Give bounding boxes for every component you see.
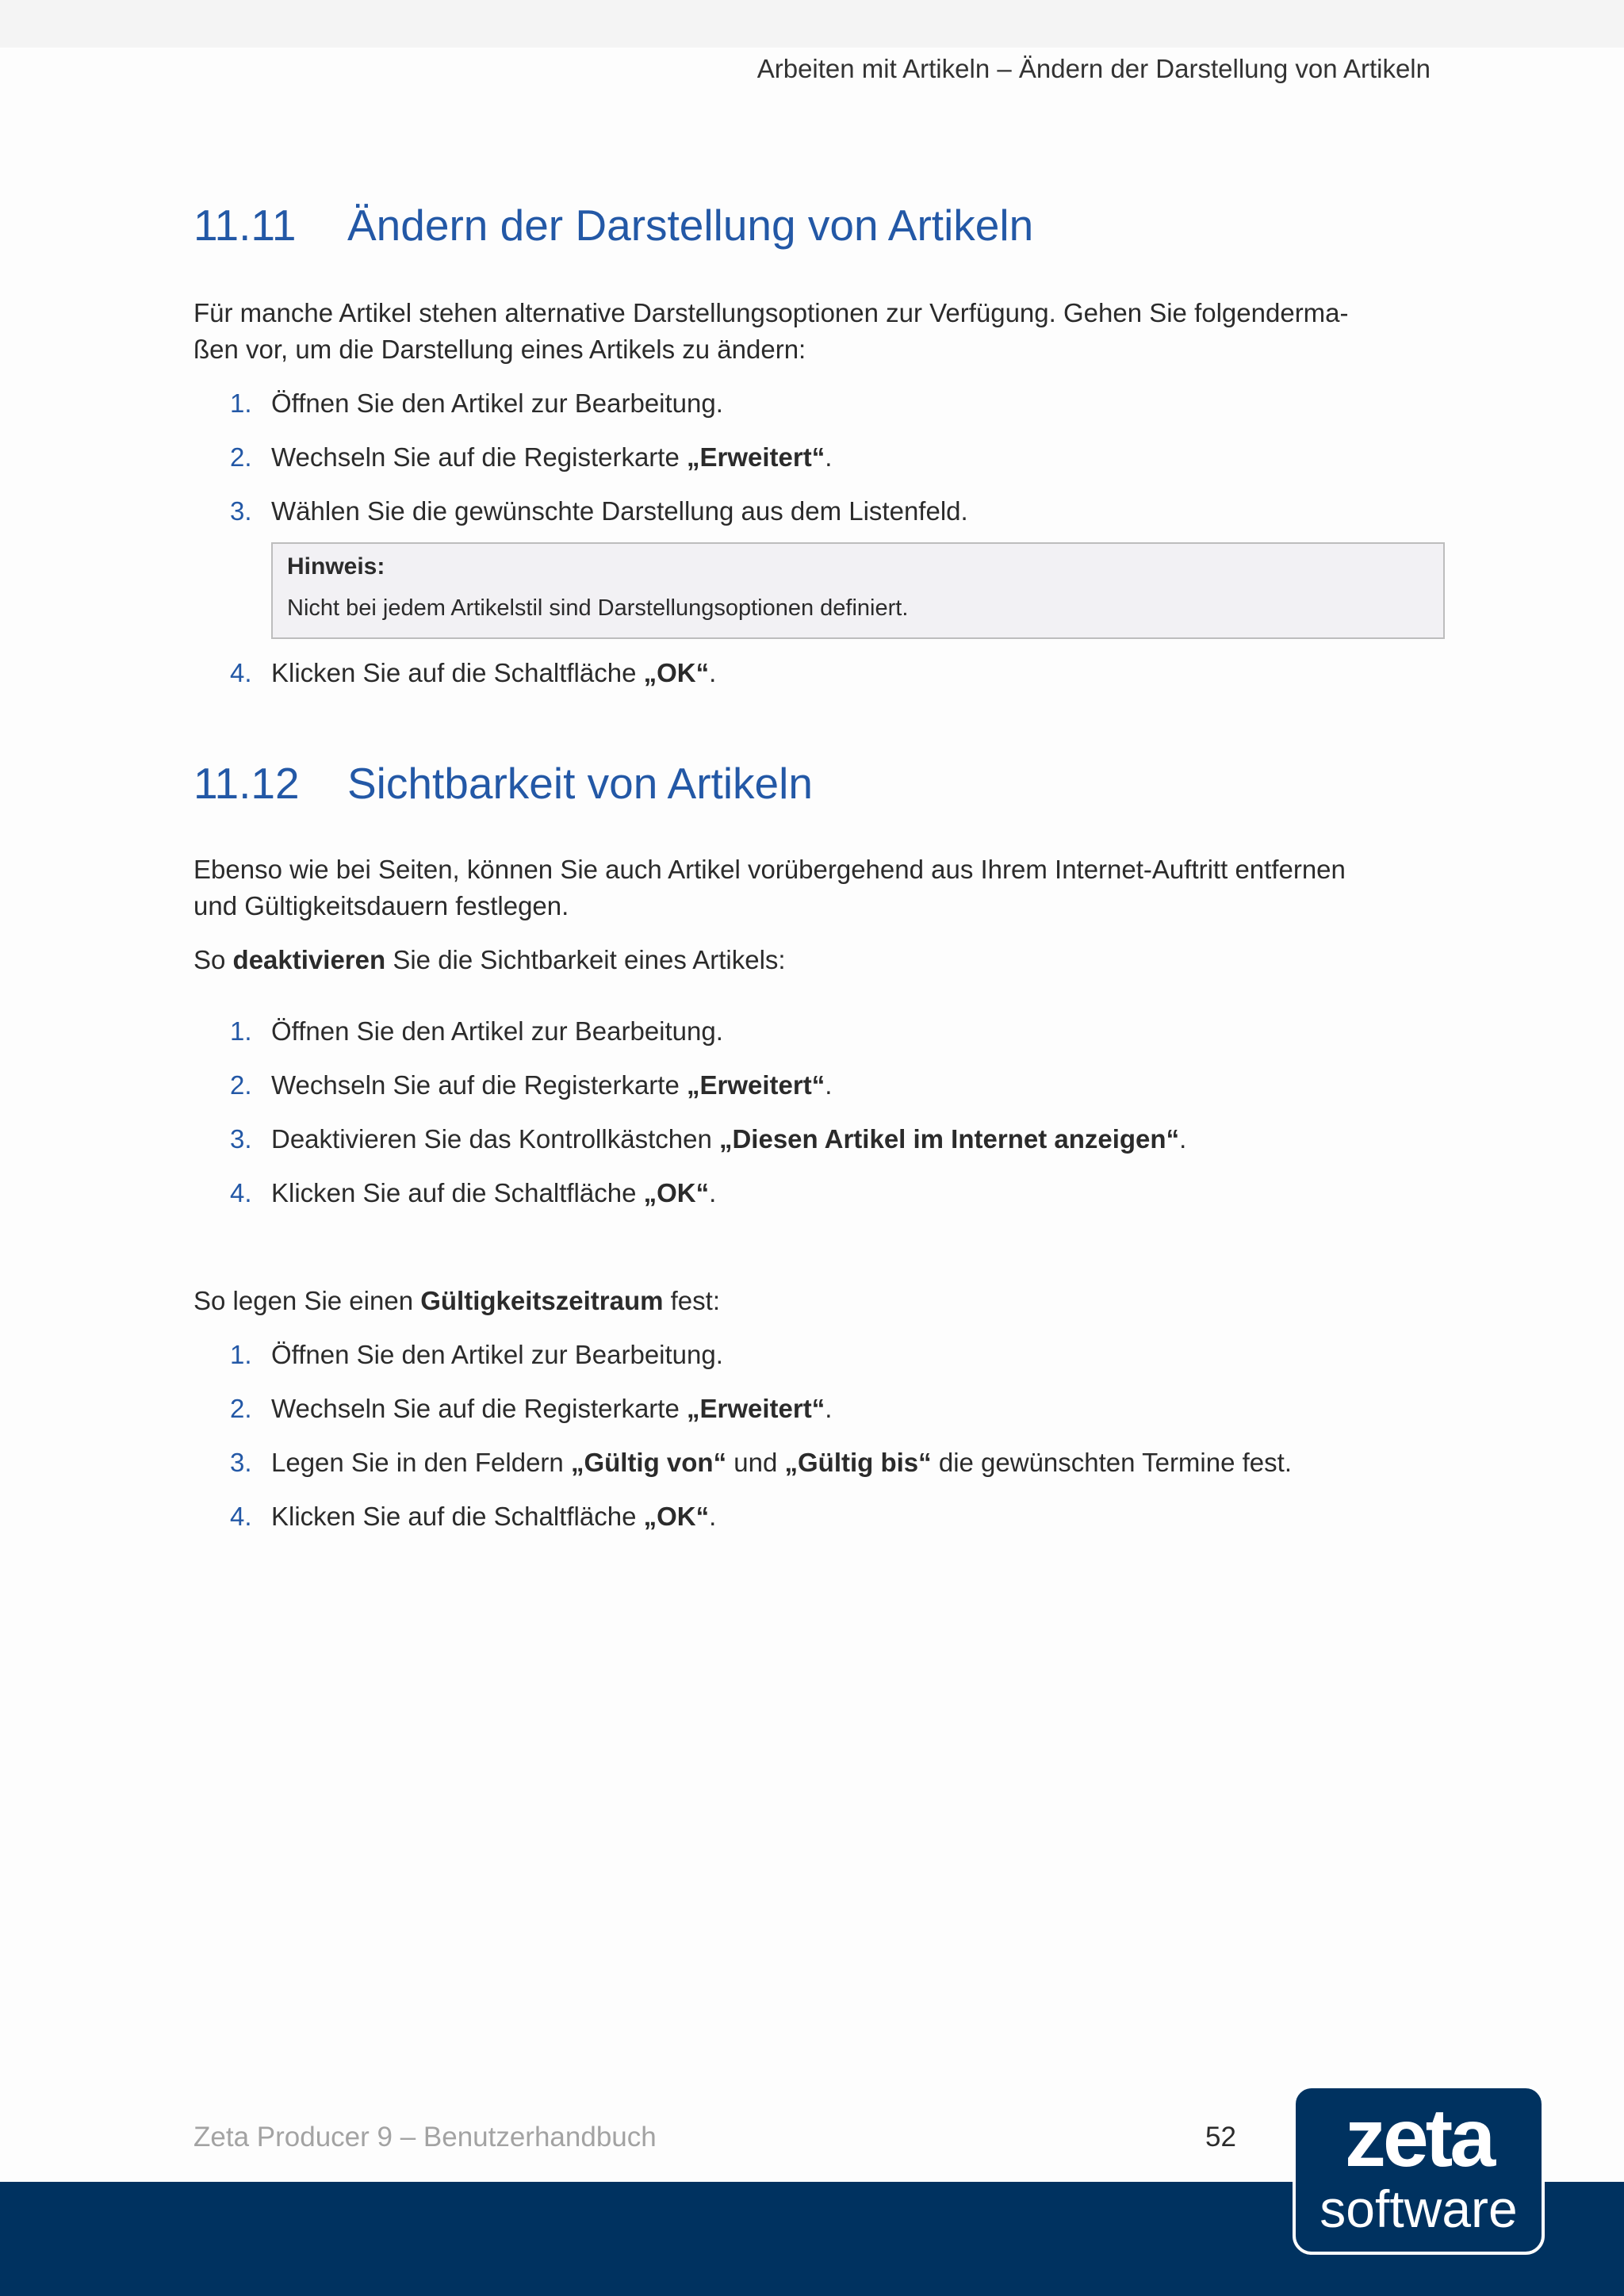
step-number: 4. bbox=[230, 1502, 252, 1531]
step-text: Klicken Sie auf die Schaltfläche „OK“. bbox=[271, 658, 717, 687]
step-number: 4. bbox=[230, 658, 252, 687]
section-number: 11.11 bbox=[193, 201, 297, 250]
page-number: 52 bbox=[1205, 2122, 1236, 2152]
intro-line: Für manche Artikel stehen alternative Darstellungsoptionen zur Verfügung. Gehen Sie folgenderma- bbox=[193, 298, 1349, 327]
step-text: Wechseln Sie auf die Registerkarte „Erweitert“. bbox=[271, 442, 833, 472]
step-text: Wählen Sie die gewünschte Darstellung aus dem Listenfeld. bbox=[271, 496, 968, 526]
step-number: 1. bbox=[230, 1016, 252, 1046]
logo-wordmark: zeta bbox=[1344, 2092, 1493, 2184]
step-text: Öffnen Sie den Artikel zur Bearbeitung. bbox=[271, 1340, 723, 1369]
logo-subline: software bbox=[1320, 2179, 1518, 2238]
section-title: Ändern der Darstellung von Artikeln bbox=[347, 201, 1034, 250]
zeta-software-logo bbox=[1293, 2085, 1545, 2255]
step-text: Öffnen Sie den Artikel zur Bearbeitung. bbox=[271, 1016, 723, 1046]
step-number: 3. bbox=[230, 1124, 252, 1154]
step-text: Wechseln Sie auf die Registerkarte „Erweitert“. bbox=[271, 1394, 833, 1423]
deactivate-lead: So deaktivieren Sie die Sichtbarkeit eines Artikels: bbox=[193, 945, 786, 974]
note-text: Nicht bei jedem Artikelstil sind Darstellungsoptionen definiert. bbox=[287, 595, 909, 621]
intro-line: Ebenso wie bei Seiten, können Sie auch Artikel vorübergehend aus Ihrem Internet-Auftritt entfernen bbox=[193, 855, 1346, 884]
paragraph bbox=[193, 851, 1431, 924]
step-number: 4. bbox=[230, 1178, 252, 1207]
running-header: Arbeiten mit Artikeln – Ändern der Darstellung von Artikeln bbox=[756, 54, 1431, 83]
top-bar bbox=[0, 0, 1624, 48]
step-text: Klicken Sie auf die Schaltfläche „OK“. bbox=[271, 1178, 717, 1207]
step-text: Deaktivieren Sie das Kontrollkästchen „Diesen Artikel im Internet anzeigen“. bbox=[271, 1124, 1187, 1154]
step-number: 3. bbox=[230, 496, 252, 526]
step-number: 3. bbox=[230, 1448, 252, 1477]
intro-line: und Gültigkeitsdauern festlegen. bbox=[193, 891, 569, 920]
validity-lead: So legen Sie einen Gültigkeitszeitraum fest: bbox=[193, 1286, 720, 1315]
step-text: Wechseln Sie auf die Registerkarte „Erweitert“. bbox=[271, 1070, 833, 1100]
section-heading-11-11 bbox=[193, 200, 1033, 251]
section-heading-11-12 bbox=[193, 758, 813, 809]
note-box bbox=[271, 542, 1445, 639]
step-number: 2. bbox=[230, 442, 252, 472]
step-text: Öffnen Sie den Artikel zur Bearbeitung. bbox=[271, 388, 723, 418]
section-title: Sichtbarkeit von Artikeln bbox=[347, 759, 813, 808]
step-text: Legen Sie in den Feldern „Gültig von“ und „Gültig bis“ die gewünschten Termine fest. bbox=[271, 1448, 1292, 1477]
step-number: 2. bbox=[230, 1070, 252, 1100]
intro-line: ßen vor, um die Darstellung eines Artikels zu ändern: bbox=[193, 335, 806, 364]
section-number: 11.12 bbox=[193, 759, 300, 808]
step-text: Klicken Sie auf die Schaltfläche „OK“. bbox=[271, 1502, 717, 1531]
step-number: 1. bbox=[230, 388, 252, 418]
note-heading: Hinweis: bbox=[287, 553, 385, 580]
footer-document-title: Zeta Producer 9 – Benutzerhandbuch bbox=[193, 2122, 657, 2152]
paragraph bbox=[193, 295, 1431, 368]
step-number: 1. bbox=[230, 1340, 252, 1369]
step-number: 2. bbox=[230, 1394, 252, 1423]
